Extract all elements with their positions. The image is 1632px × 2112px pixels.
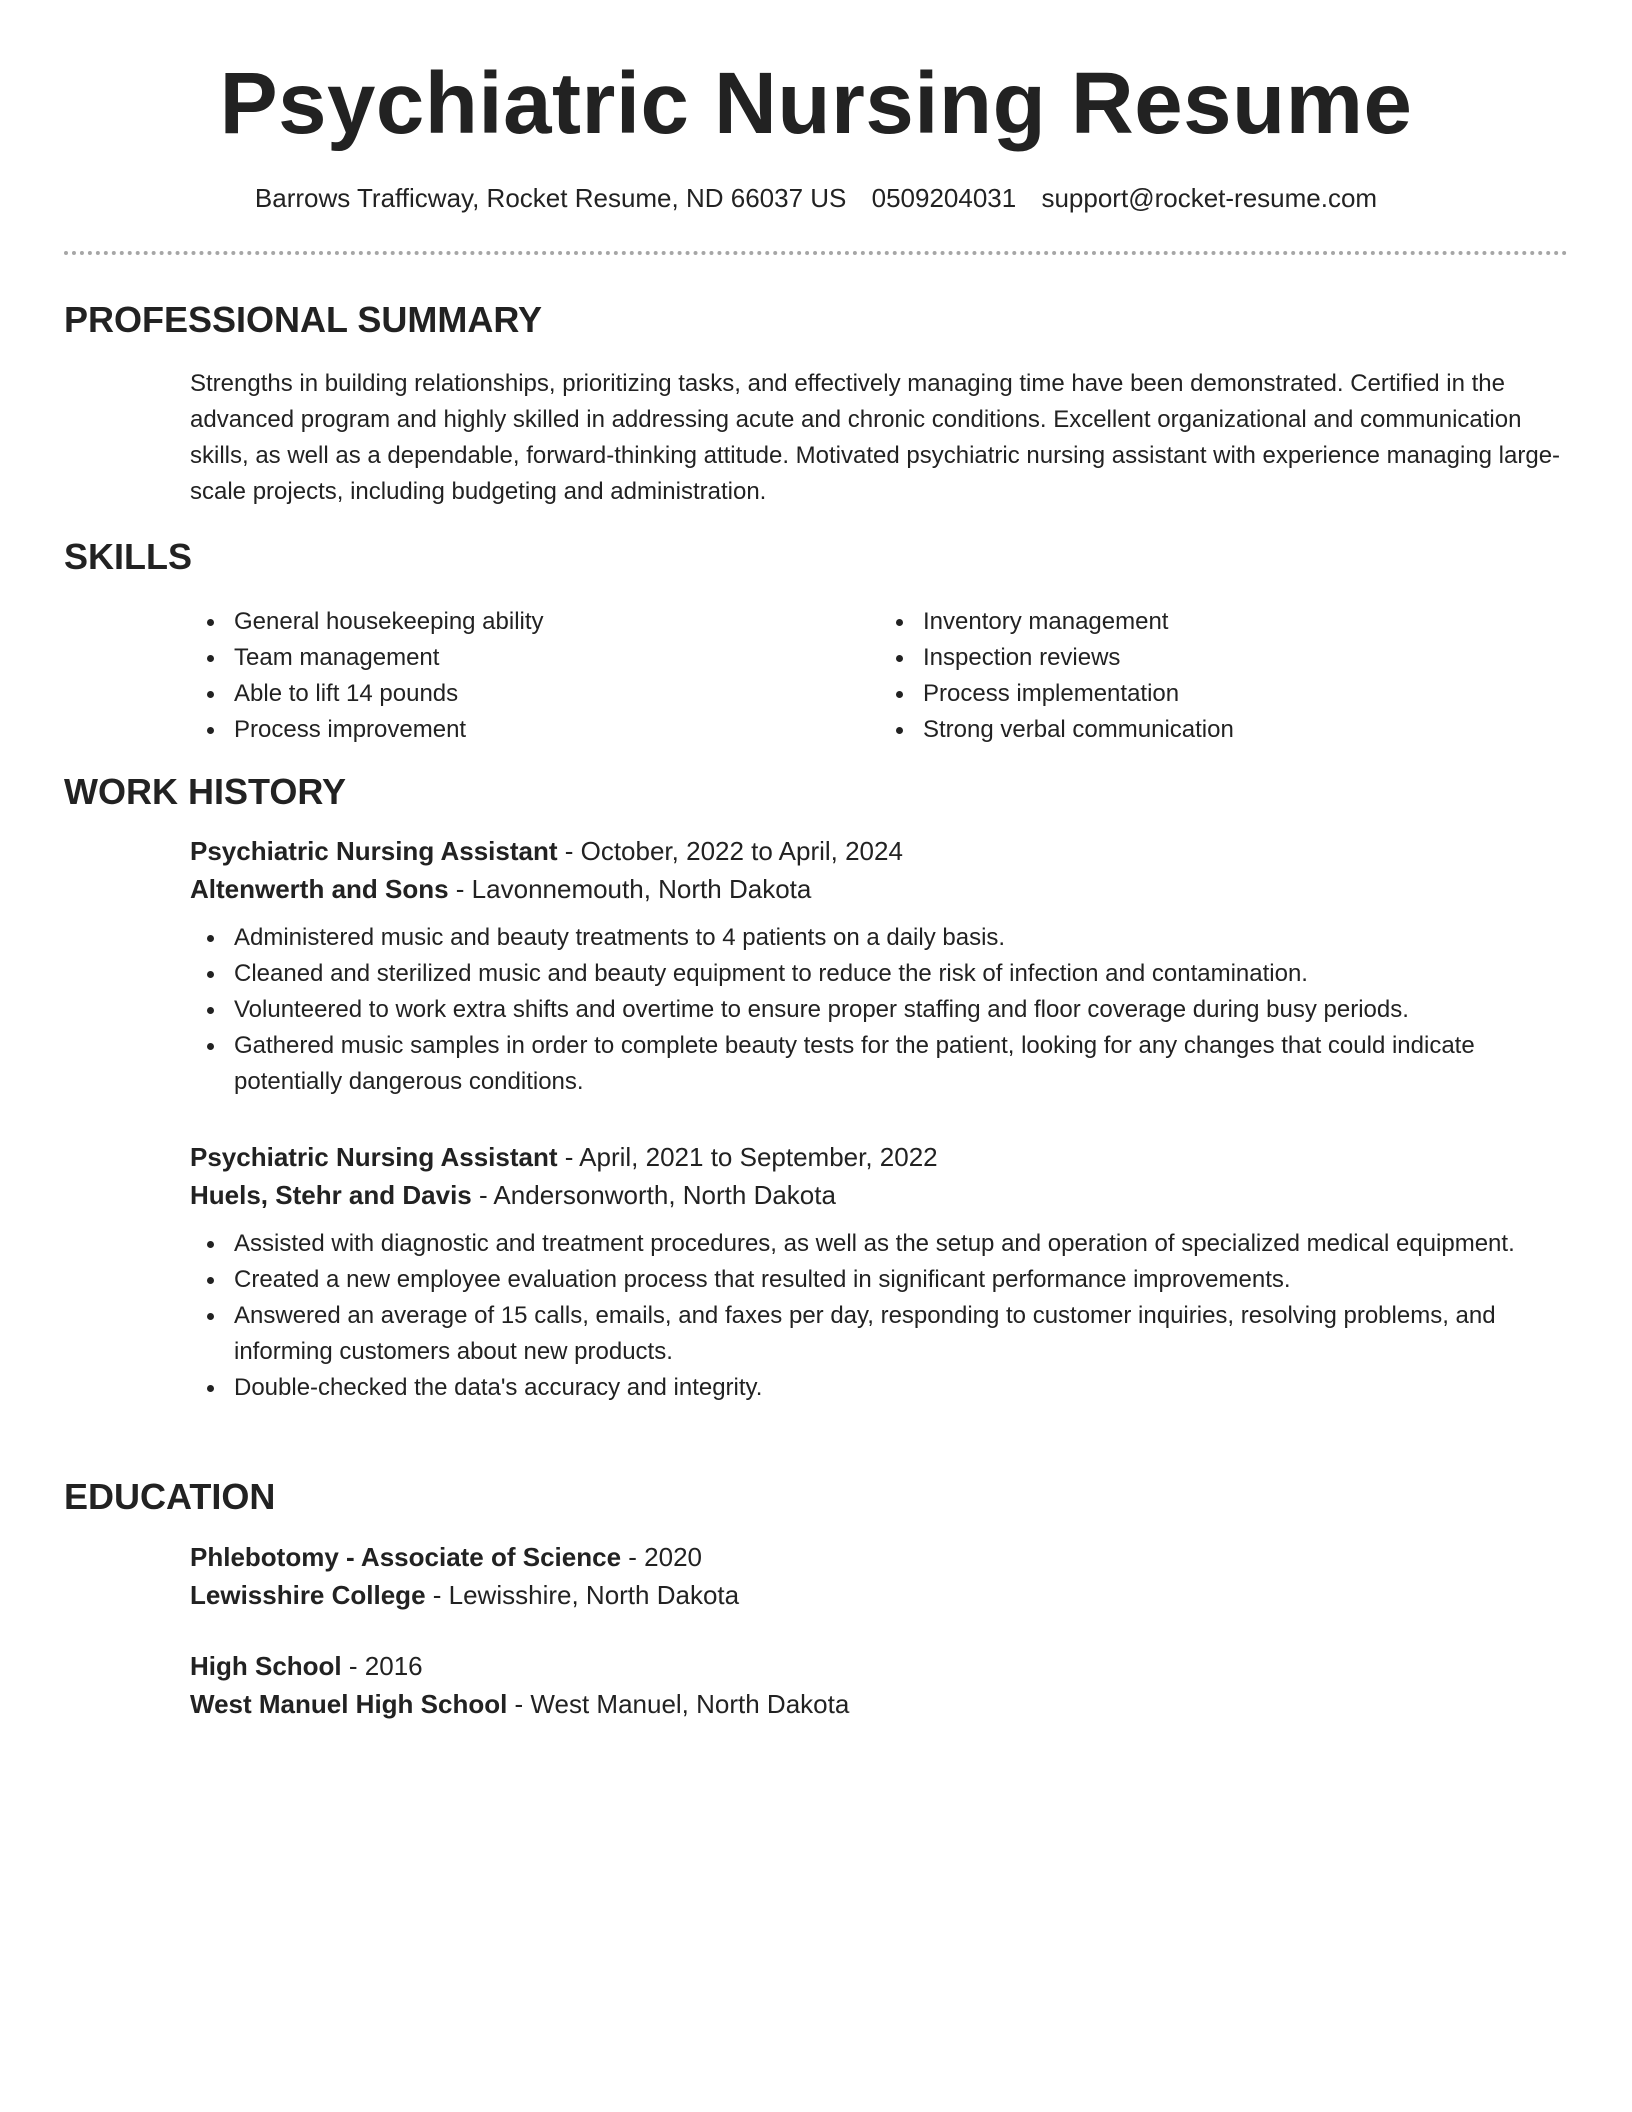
skill-item: Team management: [234, 640, 879, 676]
job-title: Psychiatric Nursing Assistant: [190, 1142, 558, 1172]
job-bullet: Volunteered to work extra shifts and overtime to ensure proper staffing and floor coverage during busy periods.: [234, 992, 1568, 1028]
education-entry: [190, 1538, 1568, 1614]
school: West Manuel High School: [190, 1689, 508, 1719]
skills-column-right: [879, 604, 1568, 748]
summary-heading: PROFESSIONAL SUMMARY: [64, 299, 543, 340]
job-bullets: [190, 1226, 1568, 1406]
job-company: Huels, Stehr and Davis: [190, 1180, 472, 1210]
education-entry: [190, 1647, 1568, 1723]
resume-title: Psychiatric Nursing Resume: [219, 55, 1413, 152]
job-dates: - October, 2022 to April, 2024: [557, 836, 903, 866]
school: Lewisshire College: [190, 1580, 426, 1610]
job-bullet: Created a new employee evaluation process that resulted in significant performance improvements.: [234, 1262, 1568, 1298]
summary-text: Strengths in building relationships, prioritizing tasks, and effectively managing time have been demonstrated. Certified in the advanced program and highly skilled in addressing acute and chronic conditions. Excellent organizational and communication skills, as well as a dependable, forward-thinking attitude. Motivated psychiatric nursing assistant with experience managing large-scale projects, including budgeting and administration.: [190, 370, 1561, 505]
degree-line: [190, 1647, 1568, 1685]
job-bullet: Administered music and beauty treatments to 4 patients on a daily basis.: [234, 920, 1568, 956]
contact-email: support@rocket-resume.com: [1041, 183, 1378, 213]
contact-address: Barrows Trafficway, Rocket Resume, ND 66037 US: [254, 183, 847, 213]
work-heading: WORK HISTORY: [64, 771, 347, 812]
job-entry: [190, 832, 1568, 1100]
school-location: - Lewisshire, North Dakota: [425, 1580, 740, 1610]
job-location: - Lavonnemouth, North Dakota: [448, 874, 812, 904]
degree-line: [190, 1538, 1568, 1576]
job-title-line: [190, 1138, 1568, 1176]
job-company: Altenwerth and Sons: [190, 874, 449, 904]
skill-item: Process implementation: [923, 676, 1568, 712]
skill-item: Process improvement: [234, 712, 879, 748]
job-dates: - April, 2021 to September, 2022: [557, 1142, 938, 1172]
skill-item: Inventory management: [923, 604, 1568, 640]
job-bullet: Double-checked the data's accuracy and integrity.: [234, 1370, 1568, 1406]
degree-year: - 2016: [341, 1651, 423, 1681]
degree: Phlebotomy - Associate of Science: [190, 1542, 622, 1572]
contact-phone: 0509204031: [871, 183, 1017, 213]
job-bullet: Cleaned and sterilized music and beauty equipment to reduce the risk of infection and contamination.: [234, 956, 1568, 992]
skill-item: Able to lift 14 pounds: [234, 676, 879, 712]
job-bullet: Gathered music samples in order to complete beauty tests for the patient, looking for any changes that could indicate potentially dangerous conditions.: [234, 1028, 1568, 1100]
skill-item: Strong verbal communication: [923, 712, 1568, 748]
job-title-line: [190, 832, 1568, 870]
contact-line: [64, 180, 1568, 216]
job-bullets: [190, 920, 1568, 1100]
job-company-line: [190, 1176, 1568, 1214]
school-location: - West Manuel, North Dakota: [507, 1689, 850, 1719]
degree-year: - 2020: [621, 1542, 702, 1572]
job-company-line: [190, 870, 1568, 908]
school-line: [190, 1685, 1568, 1723]
job-title: Psychiatric Nursing Assistant: [190, 836, 558, 866]
skill-item: Inspection reviews: [923, 640, 1568, 676]
job-location: - Andersonworth, North Dakota: [471, 1180, 836, 1210]
job-bullet: Answered an average of 15 calls, emails, and faxes per day, responding to customer inquiries, resolving problems, and informing customers about new products.: [234, 1298, 1568, 1370]
job-bullet: Assisted with diagnostic and treatment procedures, as well as the setup and operation of specialized medical equipment.: [234, 1226, 1568, 1262]
skills-heading: SKILLS: [64, 536, 193, 577]
degree: High School: [190, 1651, 342, 1681]
skills-list: [190, 604, 1568, 748]
skill-item: General housekeeping ability: [234, 604, 879, 640]
education-heading: EDUCATION: [64, 1476, 276, 1517]
job-entry: [190, 1138, 1568, 1406]
header-divider: [64, 251, 1568, 255]
skills-column-left: [190, 604, 879, 748]
school-line: [190, 1576, 1568, 1614]
